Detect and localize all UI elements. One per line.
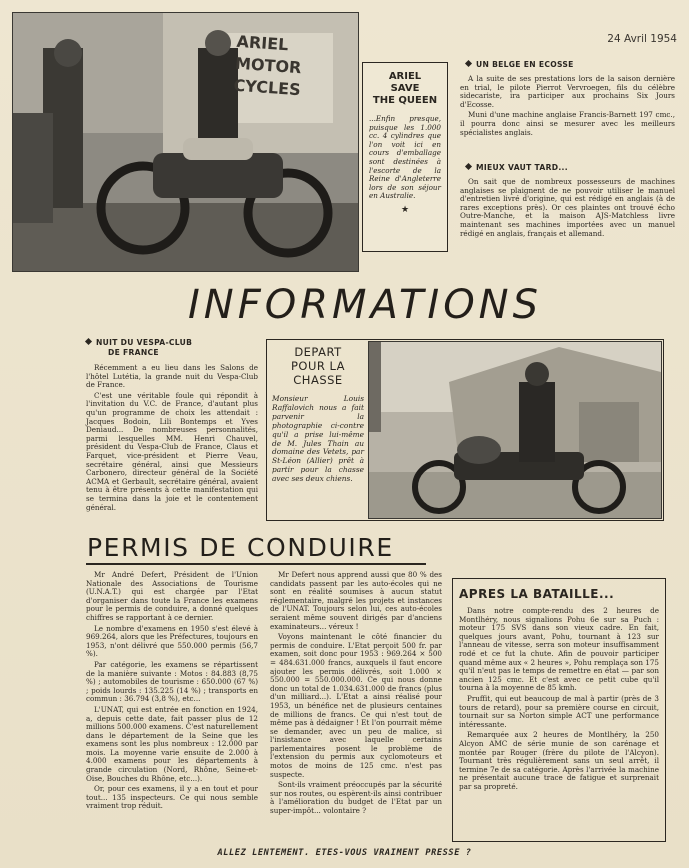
permis-paragraph: Par catégorie, les examens se répartissent de la manière suivante : Motos : 84.883 (8,75 %) ; automobiles de tourisme : 650.000 (67 %) ; poids lourds : 135.225 (14 %) ; transports en commun : 36.794 (3,8 %), etc... [86, 659, 258, 704]
bataille-paragraph: Remarquée aux 2 heures de Montlhéry, la 250 Alcyon AMC de série munie de son carénage et montée par Rouger (frère du pilote de l'Alcyon). Tournant très régulièrement sans un seul arrêt, il termine 7e de sa catégorie. Après l'arrivée la machine ne présentait aucune trace de fatigue et surprenait par sa propreté. [459, 730, 659, 791]
chasse-title-line1: DEPART [294, 345, 342, 359]
bataille-paragraph: Dans notre compte-rendu des 2 heures de Montlhéry, nous signalions Pohu 6e sur sa Puch : moteur 175 SVS dans son vieux cadre. En fait, quelques jours avant, Pohu, tournant à 123 sur l'anneau de vitesse, serra son moteur insuffisamment rodé et ce fut la chute. Afin de pouvoir participer quand même aux « 2 heures », Pohu remplaça son 175 qu'il n'eut pas le temps de remettre en état — par son ancien 125 cmc. Et c'est avec ce petit cube qu'il tourna à la moyenne de 85 kmh. [459, 606, 659, 693]
belge-paragraph: A la suite de ses prestations lors de la saison dernière en trial, le pilote Pierrot Vervroegen, fils du célèbre sidecariste, ira participer aux prochains Six Jours d'Ecosse. [460, 74, 675, 109]
permis-column-2 [270, 571, 442, 818]
vespa-body [86, 364, 258, 512]
ariel-title-line3: THE QUEEN [372, 95, 438, 106]
belge-section [460, 60, 675, 139]
bataille-box [452, 578, 666, 842]
ariel-caption-box [362, 62, 448, 252]
permis-paragraph: Sont-ils vraiment préoccupés par la sécurité sur nos routes, ou espèrent-ils ainsi contribuer à l'amélioration du budget de l'Etat par un super-impôt... volontaire ? [270, 780, 442, 816]
permis-title-rule [86, 563, 426, 565]
vespa-paragraph: Récemment a eu lieu dans les Salons de l'hôtel Lutétia, la grande nuit du Vespa-Club de France. [86, 363, 258, 390]
diamond-bullet-icon [85, 338, 92, 345]
informations-title: INFORMATIONS [188, 282, 542, 328]
permis-column-1 [86, 571, 258, 813]
photo-sign-motor: MOTOR [234, 53, 302, 78]
vespa-paragraph: C'est une véritable foule qui répondit à l'invitation du V.C. de France, d'autant plus qu'un programme de choix les attendait : Jacques Bodoin, Lili Bontemps et Yves Deniaud... De nombreuses personnalités, parmi lesquelles MM. Henri Chauvel, président du Vespa-Club de France, Claus et Farquet, vice-président et Pierre Veau, secrétaire général, ainsi que Messieurs Carbonero, directeur général de la Société ACMA et Gerbault, secrétaire général, avaient tenu à être présents à cette manifestation qui se termina dans la joie et le contentement général. [86, 390, 258, 512]
photo-sign-ariel: ARIEL [235, 31, 289, 55]
mieux-heading [466, 163, 675, 172]
ariel-title-line2: SAVE [390, 83, 420, 94]
mieux-heading-text: MIEUX VAUT TARD... [476, 163, 568, 172]
vespa-heading [86, 338, 258, 358]
chasse-photo [368, 341, 662, 519]
mieux-body [460, 178, 675, 238]
photo-sign-cycles: CYCLES [232, 75, 302, 100]
chasse-caption: Monsieur Louis Raffalovich nous a fait parvenir la photographie ci-contre qu'il a prise lui-même de M. Jules Thain au domaine des Vetets, par St-Léon (Allier) prêt à partir pour la chasse avec ses deux chiens. [272, 394, 364, 484]
mieux-paragraph: On sait que de nombreux possesseurs de machines anglaises se plaignent de ne pouvoir utiliser le manuel d'entretien livré d'origine, qui est rédigé en anglais (à de rares exceptions près). Or ces plaintes ont trouvé écho Outre-Manche, et la maison AJS-Matchless livre maintenant ses machines importées avec un manuel rédigé en anglais, français et allemand. [460, 177, 675, 238]
vespa-heading-line2: DE FRANCE [108, 348, 159, 357]
ariel-caption: ...Enfin presque, puisque les 1.000 cc. 4 cylindres que l'on voit ici en cours d'emballage sont destinées à l'escorte de la Reine d'Angleterre lors de son séjour en Australie. [369, 114, 441, 201]
bataille-title: APRES LA BATAILLE... [459, 587, 615, 601]
bataille-body [459, 607, 659, 791]
diamond-bullet-icon [465, 60, 472, 67]
belge-body [460, 75, 675, 137]
mieux-section [460, 163, 675, 240]
chasse-title-line2: POUR LA [290, 359, 346, 373]
permis-paragraph: Le nombre d'examens en 1950 s'est élevé à 969.264, alors que les Préfectures, toujours en 1953, n'ont délivré que 550.000 permis (56,7 %). [86, 623, 258, 659]
ariel-photo-art [13, 13, 358, 271]
permis-paragraph: Or, pour ces examens, il y a en tout et pour tout... 135 inspecteurs. Ce qui nous semble vraiment trop réduit. [86, 784, 258, 811]
ariel-title-line1: ARIEL [388, 71, 422, 82]
permis-title: PERMIS DE CONDUIRE [87, 533, 394, 562]
ariel-photo [12, 12, 359, 272]
belge-paragraph: Muni d'une machine anglaise Francis-Barnett 197 cmc., il pourra donc ainsi se mesurer avec les meilleurs spécialistes anglais. [460, 110, 675, 137]
permis-paragraph: Voyons maintenant le côté financier du permis de conduire. L'Etat perçoit 500 fr. par examen, soit donc pour 1953 : 969.264 × 500 = 484.631.000 francs, auxquels il faut encore ajouter les permis délivrés, soit 1.000 × 550.000 = 550.000.000. Ce qui nous donne donc un total de 1.034.631.000 de francs (plus d'un milliard...). L'Etat a ainsi réalisé pour 1953, un bénéfice net de plusieurs centaines de millions de francs. Ce qui n'est tout de même pas à dédaigner ! Et l'on pourrait même se demander, avec un peu de malice, si l'insistance avec laquelle certains parlementaires posent le problème de l'extension du permis aux cyclomoteurs et motos de moins de 125 cmc. n'est pas suspecte. [270, 632, 442, 779]
chasse-title-line3: CHASSE [293, 373, 343, 387]
permis-paragraph: Mr André Defert, Président de l'Union Nationale des Associations de Tourisme (U.N.A.T.) qui est chargée par l'Etat d'organiser dans toute la France les examens pour le permis de conduire, a donné quelques chiffres se rapportant à ce dernier. [86, 570, 258, 622]
ariel-star-icon: ★ [400, 204, 410, 215]
permis-paragraph: Mr Defert nous apprend aussi que 80 % des candidats passent par les auto-écoles qui ne sont en réalité soumises à aucun statut réglementaire, malgré les projets et instances de l'UNAT. Toujours selon lui, ces auto-écoles seraient même souvent dirigés par d'anciens examinateurs... véreux ! [270, 570, 442, 631]
belge-heading [466, 60, 675, 69]
belge-heading-text: UN BELGE EN ECOSSE [476, 60, 574, 69]
diamond-bullet-icon [465, 163, 472, 170]
bataille-paragraph: Pruffit, qui eut beaucoup de mal à partir (près de 3 tours de retard), pour sa première course en circuit, tournait sur sa Norton simple ACT une performance intéressante. [459, 693, 659, 729]
footer-slogan: ALLEZ LENTEMENT. ETES-VOUS VRAIMENT PRESSE ? [217, 848, 472, 858]
vespa-heading-line1: NUIT DU VESPA-CLUB [96, 338, 193, 347]
chasse-photo-art [369, 342, 661, 518]
permis-paragraph: L'UNAT, qui est entrée en fonction en 1924, a, depuis cette date, fait passer plus de 12 millions 500.000 examens. C'est naturellement dans le département de la Seine que les examens sont les plus nombreux : 12.000 par mois. La moyenne varie ensuite de 2.000 à 4.000 examens pour les départements à grande circulation (Nord, Rhône, Seine-et-Oise, Bouches du Rhône, etc...). [86, 704, 258, 783]
issue-date: 24 Avril 1954 [607, 33, 677, 45]
vespa-section [86, 338, 258, 514]
chasse-caption-panel [272, 345, 364, 517]
